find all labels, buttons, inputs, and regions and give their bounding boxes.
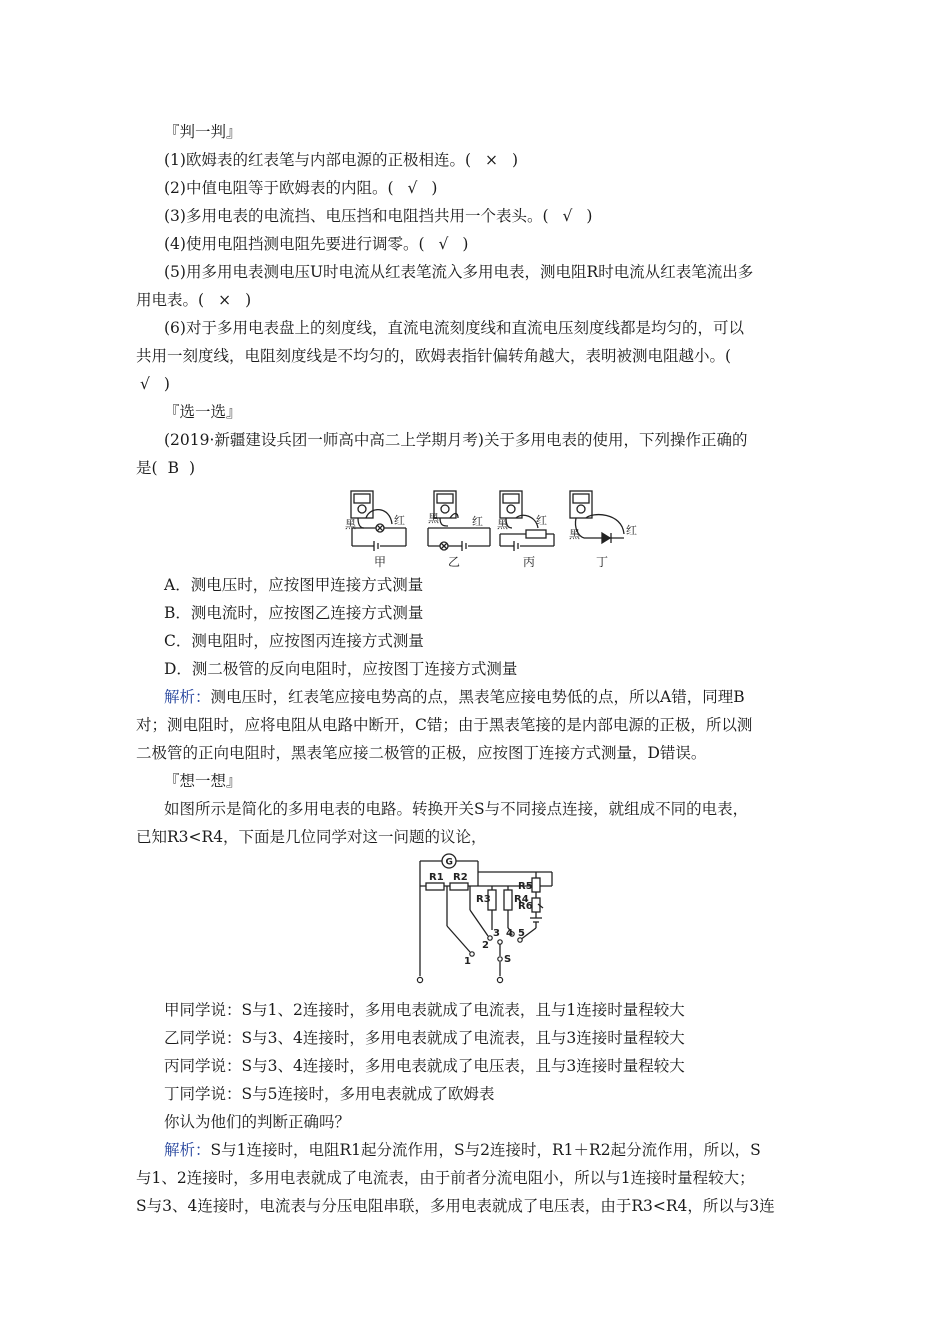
think-question: 你认为他们的判断正确吗？ <box>164 1113 351 1131</box>
resistor-r4-label: R4 <box>514 894 529 905</box>
answer-mark: √ <box>438 235 449 253</box>
diagram-label: 乙 <box>448 555 461 569</box>
analysis-label: 解析： <box>164 1141 211 1159</box>
section-heading-think: 『想一想』 <box>164 772 242 790</box>
diagram-label: 甲 <box>374 555 387 569</box>
statement-ding: 丁同学说：S与5连接时，多用电表就成了欧姆表 <box>164 1085 495 1103</box>
diagram-label: 丙 <box>523 555 536 569</box>
judge-item-3: (3)多用电表的电流挡、电压挡和电阻挡共用一个表头。( √ ) <box>164 207 593 225</box>
probe-black-label: 黑 <box>569 528 580 541</box>
option-d: D．测二极管的反向电阻时，应按图丁连接方式测量 <box>164 660 518 678</box>
judge-item-2: (2)中值电阻等于欧姆表的内阻。( √ ) <box>164 179 438 197</box>
contact-3-label: 3 <box>493 928 500 939</box>
analysis-1-line3: 二极管的正向电阻时，黑表笔应接二极管的正极，应按图丁连接方式测量，D错误。 <box>136 744 707 762</box>
analysis-1-line1: 解析：测电压时，红表笔应接电势高的点，黑表笔应接电势低的点，所以A错，同理B <box>164 688 745 706</box>
problem-line2: 已知R3<R4，下面是几位同学对这一问题的议论， <box>136 828 487 846</box>
resistor-r6-label: R6 <box>518 901 533 912</box>
probe-black-label: 黑 <box>345 518 356 531</box>
analysis-1-line2: 对；测电阻时，应将电阻从电路中断开，C错；由于黑表笔接的是内部电源的正极，所以测 <box>136 716 753 734</box>
option-a: A．测电压时，应按图甲连接方式测量 <box>164 576 424 594</box>
statement-jia: 甲同学说：S与1、2连接时，多用电表就成了电流表，且与1连接时量程较大 <box>164 1001 685 1019</box>
resistor-r5-label: R5 <box>518 881 533 892</box>
answer-mark: √ <box>562 207 573 225</box>
answer-mark: √ <box>140 375 150 393</box>
analysis-2-line1: 解析：S与1连接时，电阻R1起分流作用，S与2连接时，R1＋R2起分流作用，所以，S <box>164 1141 761 1159</box>
analysis-2-line3: S与3、4连接时，电流表与分压电阻串联，多用电表就成了电压表，由于R3<R4，所以与3连 <box>136 1197 775 1215</box>
contact-5-label: 5 <box>518 928 525 939</box>
probe-red-label: 红 <box>626 524 637 537</box>
switch-s-label: S <box>504 954 512 965</box>
section-heading-judge: 『判一判』 <box>164 123 242 141</box>
galvanometer-label: G <box>445 857 453 868</box>
question-line2: 是( B ) <box>136 459 196 477</box>
multimeter-circuit-diagram <box>412 852 564 990</box>
answer-mark: √ <box>407 179 418 197</box>
diagram-label: 丁 <box>596 555 609 569</box>
contact-4-label: 4 <box>506 928 513 939</box>
contact-1-label: 1 <box>464 956 471 967</box>
multimeter-connection-figure <box>340 488 640 570</box>
problem-line1: 如图所示是简化的多用电表的电路。转换开关S与不同接点连接，就组成不同的电表， <box>164 800 749 818</box>
question-line1: (2019·新疆建设兵团一师高中高二上学期月考)关于多用电表的使用，下列操作正确的 <box>164 431 748 449</box>
probe-red-label: 红 <box>536 514 547 527</box>
answer-mark: × <box>485 151 499 169</box>
option-b: B．测电流时，应按图乙连接方式测量 <box>164 604 424 622</box>
analysis-label: 解析： <box>164 688 211 706</box>
judge-item-6-line2: 共用一刻度线，电阻刻度线是不均匀的，欧姆表指针偏转角越大，表明被测电阻越小。( <box>136 347 732 365</box>
resistor-r1-label: R1 <box>429 872 444 883</box>
analysis-2-line2: 与1、2连接时，多用电表就成了电流表，由于前者分流电阻小，所以与1连接时量程较大； <box>136 1169 755 1187</box>
probe-red-label: 红 <box>472 515 483 528</box>
answer-letter: B <box>167 459 179 477</box>
resistor-r2-label: R2 <box>453 872 468 883</box>
statement-bing: 丙同学说：S与3、4连接时，多用电表就成了电压表，且与3连接时量程较大 <box>164 1057 685 1075</box>
section-heading-choose: 『选一选』 <box>164 403 242 421</box>
judge-item-5-line2: 用电表。( × ) <box>136 291 252 309</box>
probe-black-label: 黑 <box>428 512 439 525</box>
judge-item-6-line3: √ ) <box>140 375 170 393</box>
answer-mark: × <box>218 291 232 309</box>
probe-black-label: 黑 <box>497 518 508 531</box>
resistor-r3-label: R3 <box>476 894 491 905</box>
option-c: C．测电阻时，应按图丙连接方式测量 <box>164 632 424 650</box>
judge-item-4: (4)使用电阻挡测电阻先要进行调零。( √ ) <box>164 235 469 253</box>
statement-yi: 乙同学说：S与3、4连接时，多用电表就成了电流表，且与3连接时量程较大 <box>164 1029 685 1047</box>
contact-2-label: 2 <box>482 940 489 951</box>
judge-item-5-line1: (5)用多用电表测电压U时电流从红表笔流入多用电表，测电阻R时电流从红表笔流出多 <box>164 263 754 281</box>
judge-item-1: (1)欧姆表的红表笔与内部电源的正极相连。( × ) <box>164 151 519 169</box>
judge-item-6-line1: (6)对于多用电表盘上的刻度线，直流电流刻度线和直流电压刻度线都是均匀的，可以 <box>164 319 744 337</box>
probe-red-label: 红 <box>394 514 405 527</box>
